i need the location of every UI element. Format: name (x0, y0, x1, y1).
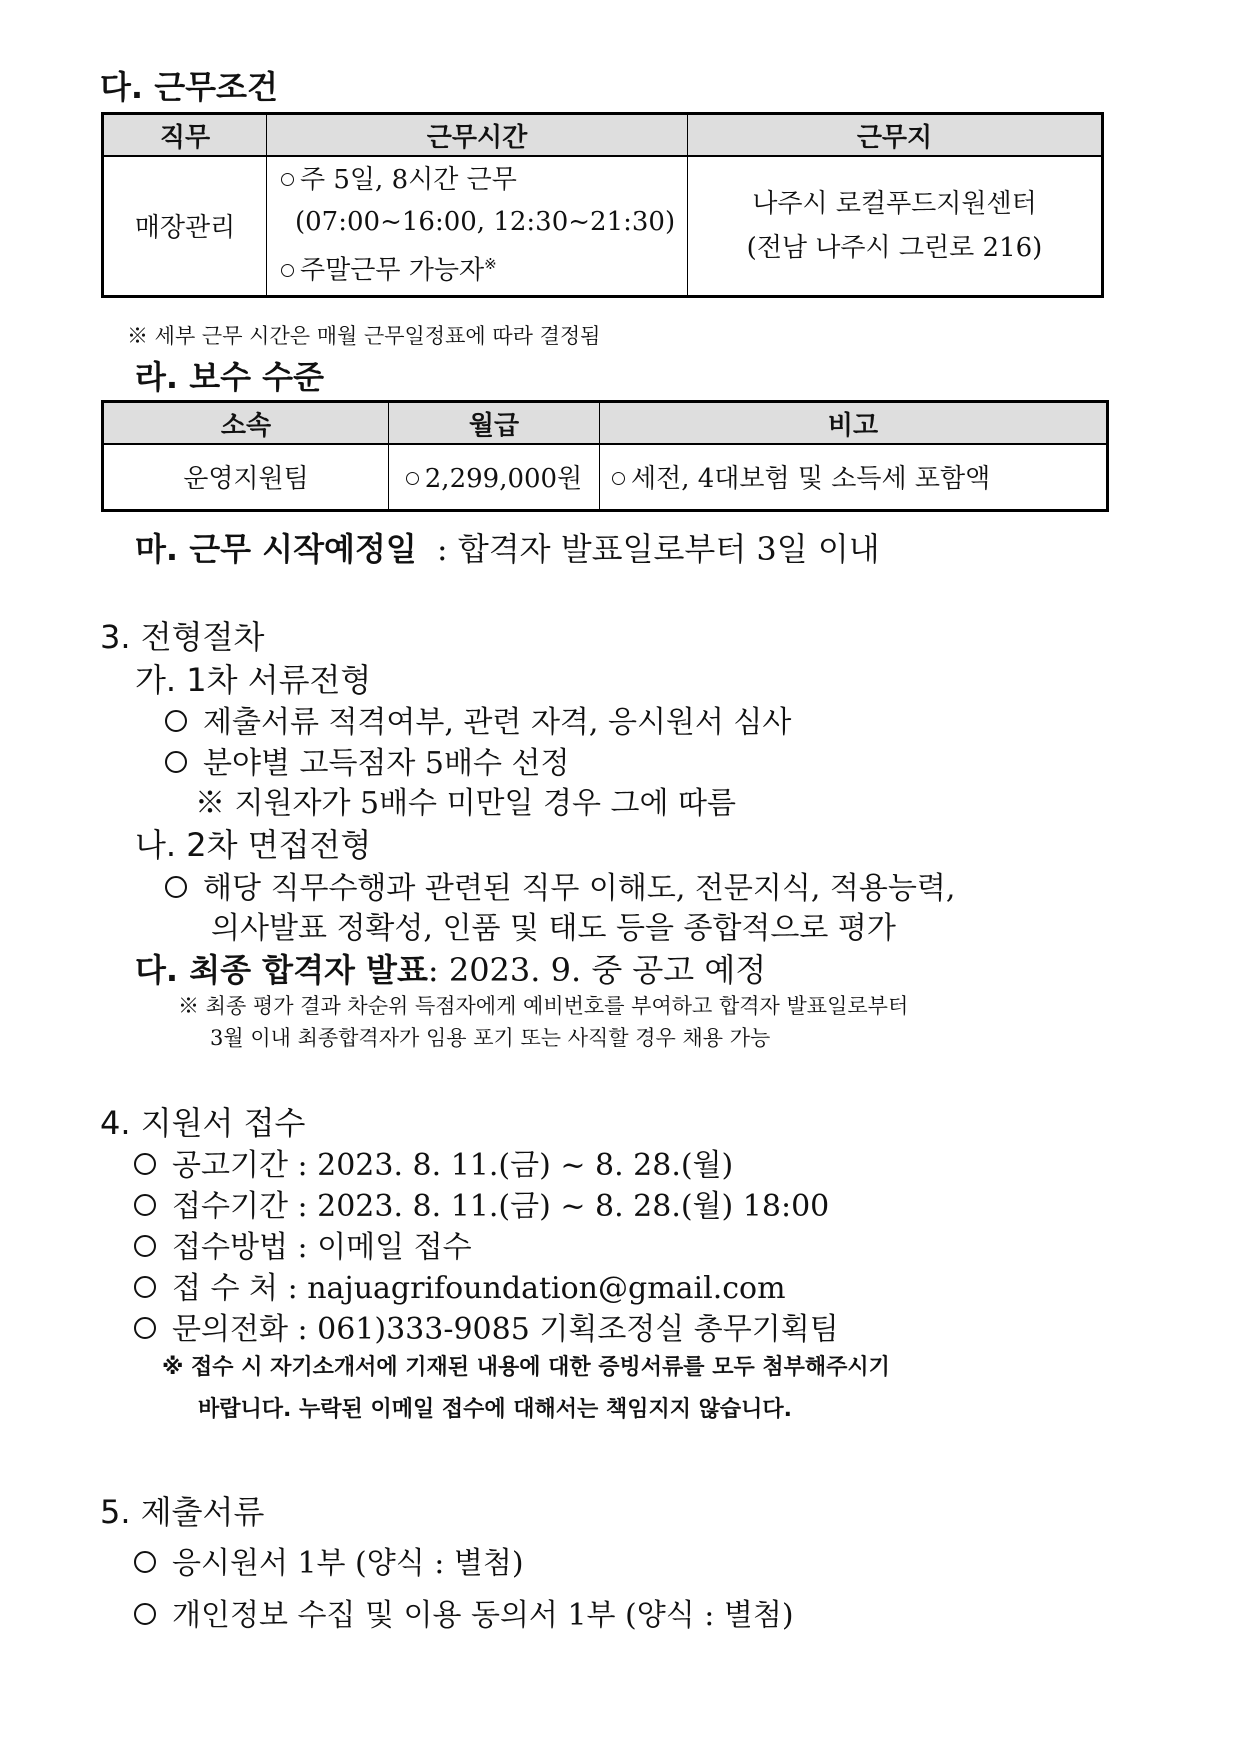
circle-bullet-icon (134, 1317, 156, 1339)
circle-bullet-icon (165, 876, 187, 898)
list-item: 해당 직무수행과 관련된 직무 이해도, 전문지식, 적용능력, (165, 863, 955, 907)
table-cell-hours: 주 5일, 8시간 근무 (07:00~16:00, 12:30~21:30) 주말근무 가능자※ (267, 156, 688, 296)
circle-bullet-icon (134, 1194, 156, 1216)
application-note-line2: 바랍니다. 누락된 이메일 접수에 대해서는 책임지지 않습니다. (198, 1397, 792, 1422)
stage1-note: ※ 지원자가 5배수 미만일 경우 그에 따름 (195, 786, 737, 821)
table-cell-job: 매장관리 (103, 156, 267, 296)
circle-bullet-icon (134, 1276, 156, 1298)
final-announcement-line: 다. 최종 합격자 발표: 2023. 9. 중 공고 예정 (135, 951, 767, 989)
circle-bullet-icon (165, 751, 187, 773)
section-title-salary: 라. 보수 수준 (135, 358, 324, 396)
list-item: 분야별 고득점자 5배수 선정 (165, 738, 569, 782)
list-item: 응시원서 1부 (양식 : 별첨) (134, 1538, 524, 1582)
circle-bullet-icon (134, 1551, 156, 1573)
final-note-line2: 3월 이내 최종합격자가 임용 포기 또는 사직할 경우 채용 가능 (210, 1026, 771, 1050)
table-header: 직무 (103, 114, 267, 157)
salary-table (101, 400, 1109, 512)
table-header: 비고 (600, 402, 1108, 445)
stage2-title: 나. 2차 면접전형 (135, 826, 372, 864)
table-cell-salary: 2,299,000원 (389, 444, 600, 510)
circle-bullet-icon (281, 173, 294, 186)
list-item: 공고기간 : 2023. 8. 11.(금) ~ 8. 28.(월) (134, 1140, 733, 1184)
circle-bullet-icon (134, 1235, 156, 1257)
section-title-selection: 3. 전형절차 (100, 618, 265, 656)
start-date-line: 마. 근무 시작예정일 : 합격자 발표일로부터 3일 이내 (135, 530, 880, 568)
circle-bullet-icon (281, 264, 294, 277)
circle-bullet-icon (134, 1153, 156, 1175)
table-cell-place: 나주시 로컬푸드지원센터 (전남 나주시 그린로 216) (688, 156, 1103, 296)
section-title-documents: 5. 제출서류 (100, 1493, 265, 1531)
table-header: 소속 (103, 402, 389, 445)
circle-bullet-icon (134, 1603, 156, 1625)
circle-bullet-icon (612, 472, 625, 485)
work-hours-note: ※ 세부 근무 시간은 매월 근무일정표에 따라 결정됨 (127, 324, 601, 348)
list-item-continuation: 의사발표 정확성, 인품 및 태도 등을 종합적으로 평가 (211, 911, 896, 946)
section-title-work-conditions: 다. 근무조건 (100, 68, 278, 106)
table-header: 근무지 (688, 114, 1103, 157)
circle-bullet-icon (406, 472, 419, 485)
circle-bullet-icon (165, 710, 187, 732)
table-header: 근무시간 (267, 114, 688, 157)
table-cell-dept: 운영지원팀 (103, 444, 389, 510)
application-note-line1: ※ 접수 시 자기소개서에 기재된 내용에 대한 증빙서류를 모두 첨부해주시기 (162, 1355, 890, 1380)
list-item: 접 수 처 : najuagrifoundation@gmail.com (134, 1263, 786, 1307)
table-header: 월급 (389, 402, 600, 445)
final-note-line1: ※ 최종 평가 결과 차순위 득점자에게 예비번호를 부여하고 합격자 발표일로부터 (178, 994, 909, 1018)
table-cell-remark: 세전, 4대보험 및 소득세 포함액 (600, 444, 1108, 510)
stage1-title: 가. 1차 서류전형 (135, 661, 372, 699)
list-item: 문의전화 : 061)333-9085 기획조정실 총무기획팀 (134, 1304, 839, 1348)
work-conditions-table (101, 112, 1104, 298)
list-item: 접수기간 : 2023. 8. 11.(금) ~ 8. 28.(월) 18:00 (134, 1181, 829, 1225)
list-item: 접수방법 : 이메일 접수 (134, 1222, 472, 1266)
list-item: 개인정보 수집 및 이용 동의서 1부 (양식 : 별첨) (134, 1590, 794, 1634)
section-title-application: 4. 지원서 접수 (100, 1104, 306, 1142)
list-item: 제출서류 적격여부, 관련 자격, 응시원서 심사 (165, 697, 791, 741)
